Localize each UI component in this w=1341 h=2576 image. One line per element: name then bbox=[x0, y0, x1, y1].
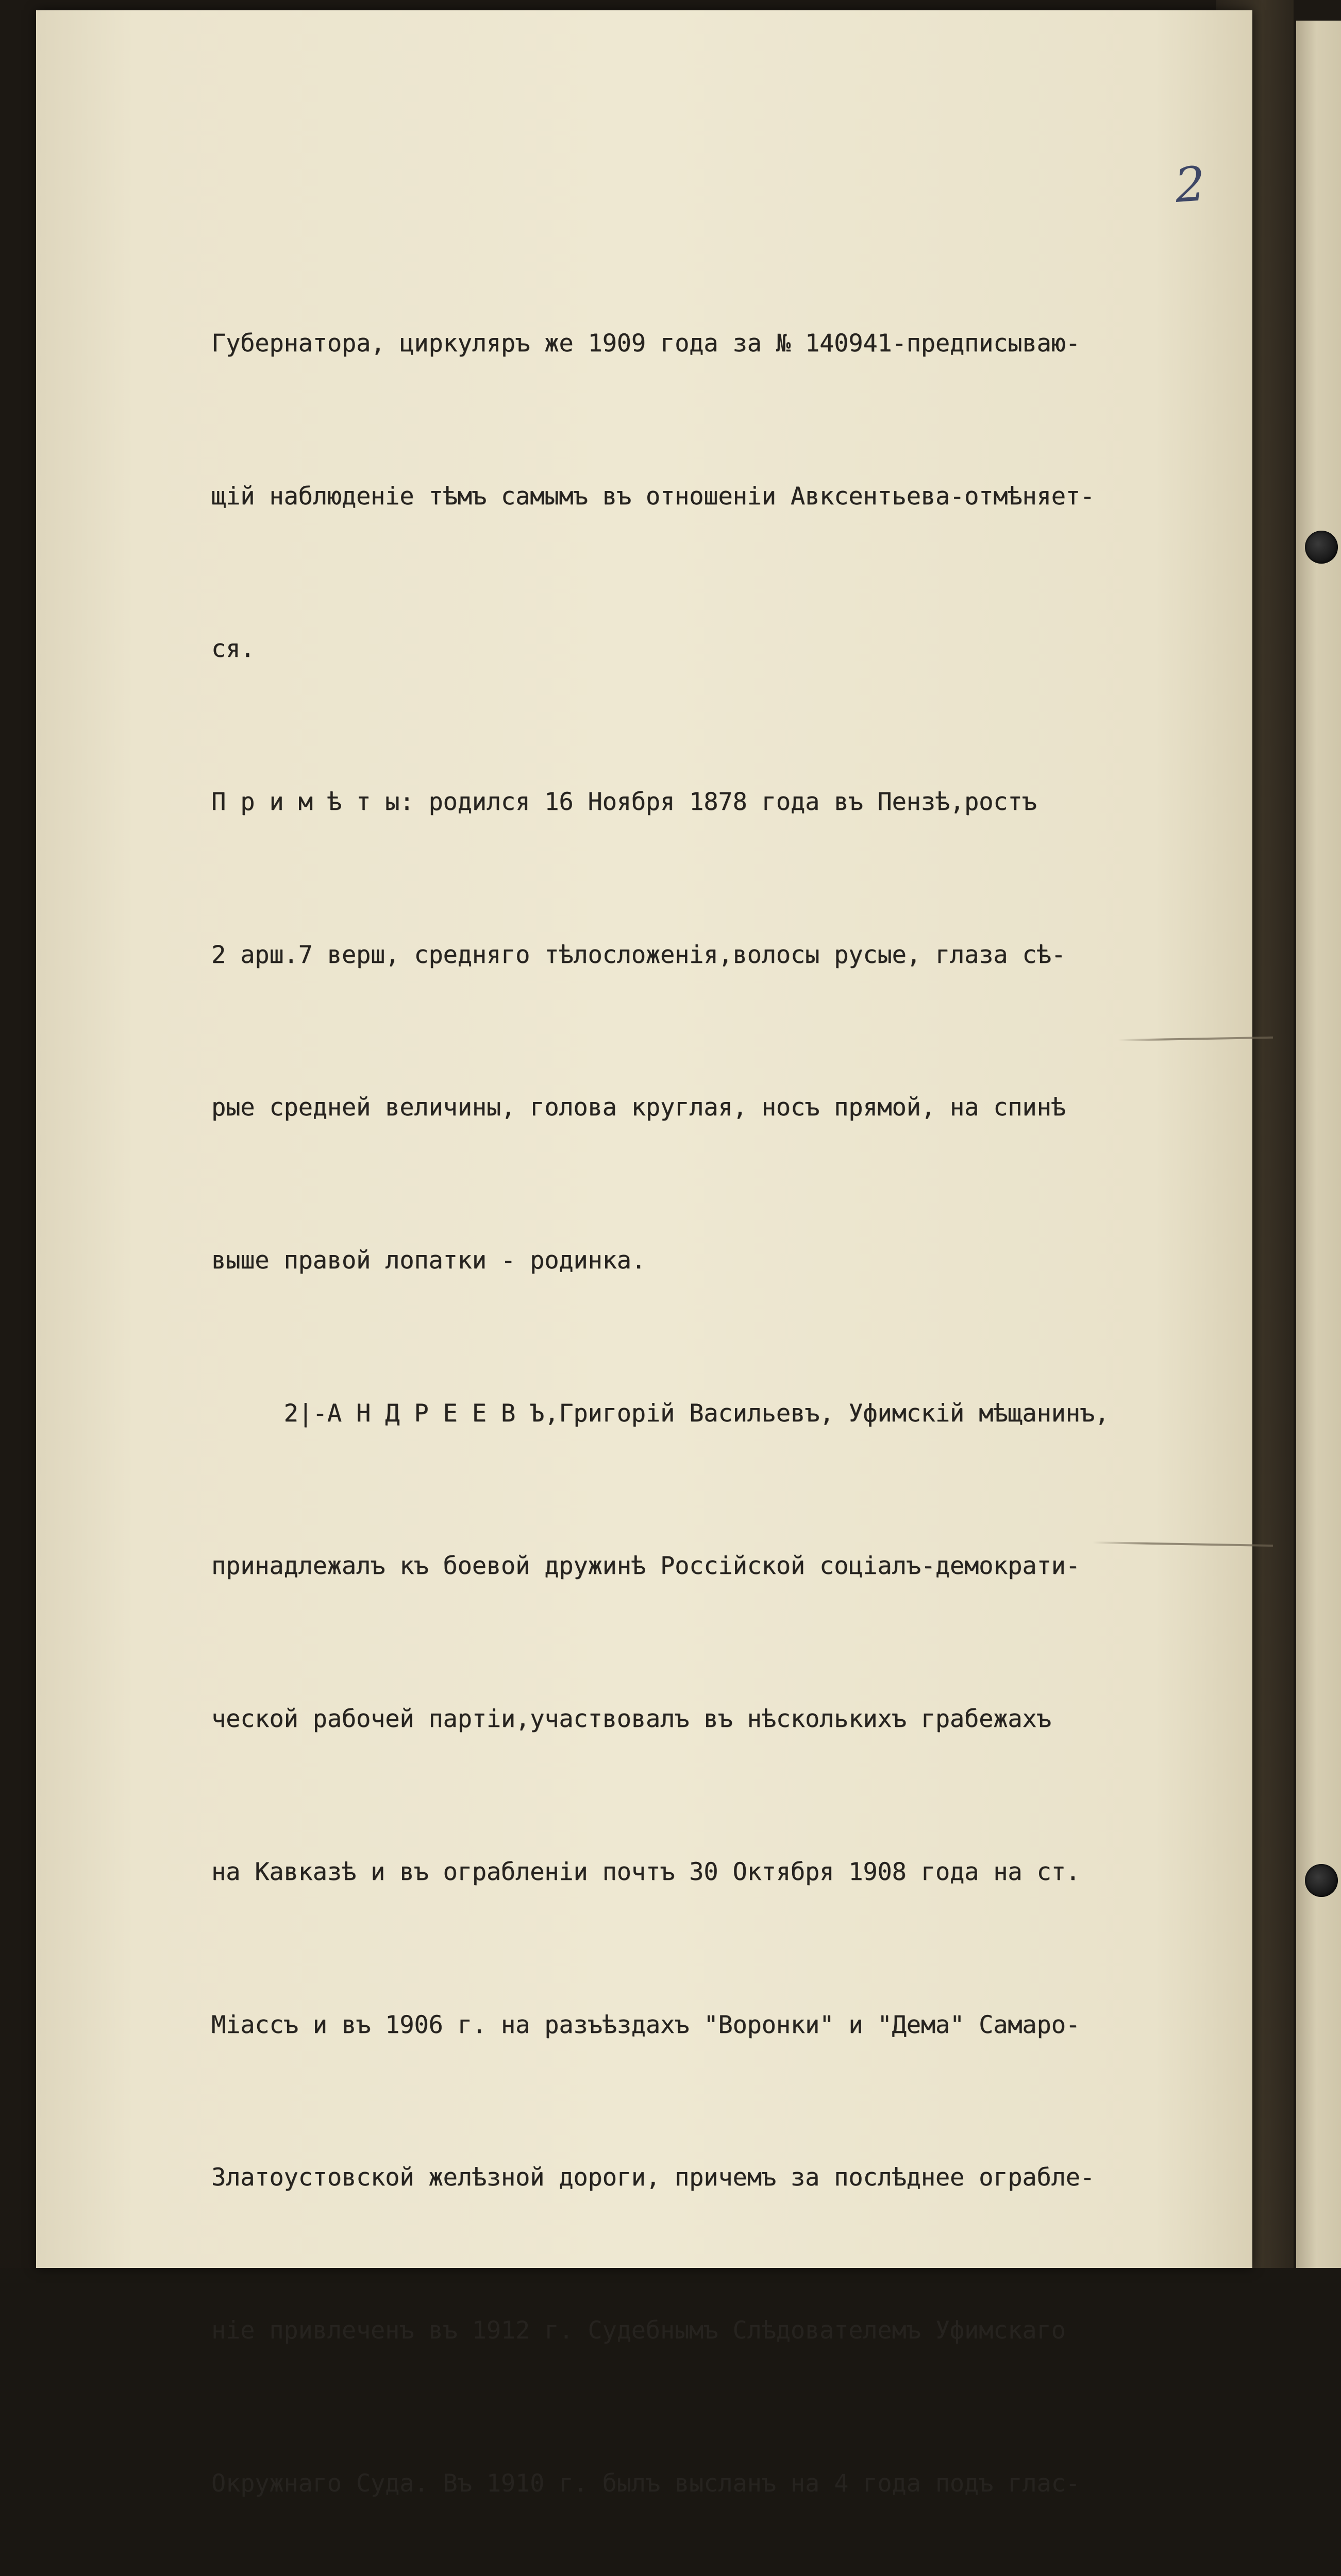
text-line: ческой рабочей партіи,участвовалъ въ нѣсколькихъ грабежахъ bbox=[211, 1705, 1051, 1734]
typed-text-body bbox=[211, 216, 1247, 2576]
text-line: ніе привлеченъ въ 1912 г. Судебнымъ Слѣдователемъ Уфимскаго bbox=[211, 2316, 1066, 2345]
text-line: щій наблюденіе тѣмъ самымъ въ отношеніи Авксентьева-отмѣняет- bbox=[211, 482, 1095, 511]
text-line: 2|-А Н Д Р Е Е В Ъ,Григорій Васильевъ, Уфимскій мѣщанинъ, bbox=[211, 1399, 1109, 1428]
text-line: на Кавказѣ и въ ограбленіи почтъ 30 Октября 1908 года на ст. bbox=[211, 1857, 1080, 1886]
text-line: принадлежалъ къ боевой дружинѣ Россійской соціалъ-демократи- bbox=[211, 1552, 1080, 1581]
text-line: 2 арш.7 верш, средняго тѣлосложенія,волосы русые, глаза сѣ- bbox=[211, 940, 1066, 969]
folio-number: 2 bbox=[1173, 156, 1208, 213]
text-line: ся. bbox=[211, 635, 255, 664]
punch-hole-bottom bbox=[1305, 1864, 1338, 1897]
punch-hole-top bbox=[1305, 531, 1338, 564]
text-line: Губернатора, циркуляръ же 1909 года за № 140941-предписываю- bbox=[211, 329, 1080, 358]
text-line: Міассъ и въ 1906 г. на разъѣздахъ "Воронки" и "Дема" Самаро- bbox=[211, 2010, 1080, 2039]
text-line: рые средней величины, голова круглая, носъ прямой, на спинѣ bbox=[211, 1093, 1066, 1122]
text-line: Златоустовской желѣзной дороги, причемъ за послѣднее ограбле- bbox=[211, 2163, 1095, 2192]
text-line: выше правой лопатки - родинка. bbox=[211, 1246, 646, 1275]
adjacent-page-edge bbox=[1296, 21, 1341, 2268]
text-line: Окружнаго Суда. Въ 1910 г. былъ высланъ на 4 года подъ глас- bbox=[211, 2469, 1080, 2498]
text-line: П р и м ѣ т ы: родился 16 Ноября 1878 года въ Пензѣ,ростъ bbox=[211, 787, 1037, 816]
